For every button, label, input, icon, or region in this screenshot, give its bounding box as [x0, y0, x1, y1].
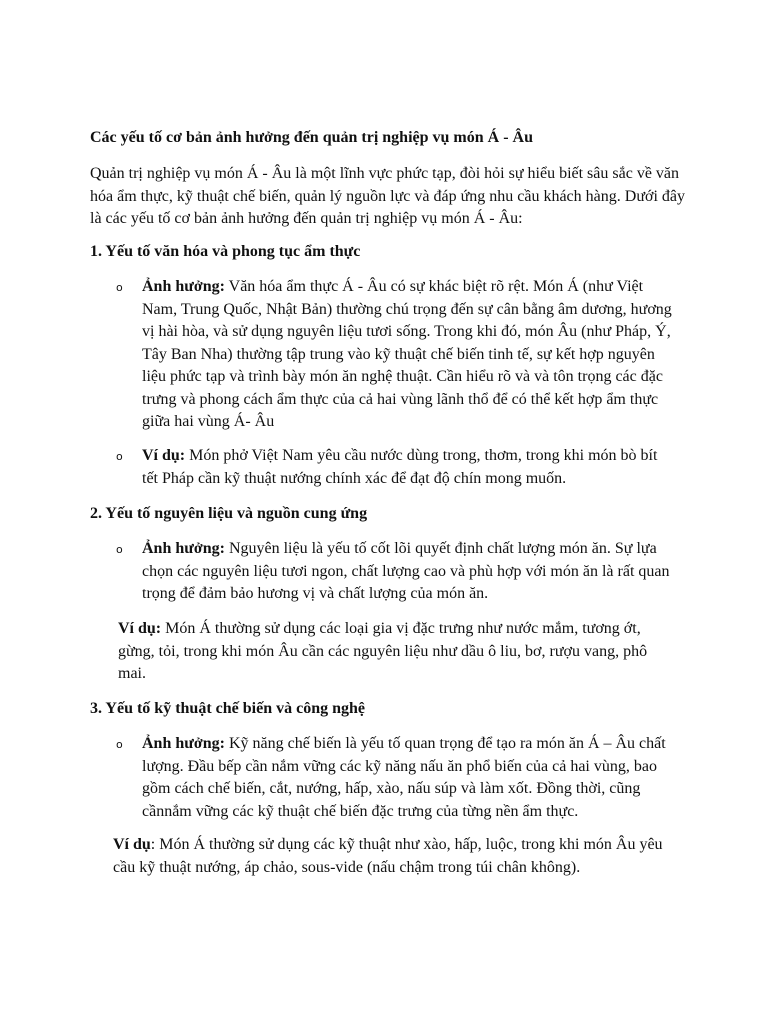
- section-3-example-paragraph: [113, 834, 678, 879]
- bullet-marker-icon: o: [116, 543, 123, 556]
- example-text: Món Á thường sử dụng các loại gia vị đặc trưng như nước mắm, tương ớt, gừng, tỏi, trong khi món Âu cần các nguyên liệu như dầu ô liu, bơ, rượu vang, phô mai.: [118, 620, 648, 682]
- impact-label: Ảnh hưởng:: [142, 540, 225, 557]
- example-text: Món phở Việt Nam yêu cầu nước dùng trong, thơm, trong khi món bò bít tết Pháp cần kỹ thuật nướng chính xác để đạt độ chín mong muốn.: [142, 447, 658, 487]
- impact-text: Kỹ năng chế biến là yếu tố quan trọng để tạo ra món ăn Á – Âu chất lượng. Đầu bếp cần nắm vững các kỹ năng nấu ăn phổ biến của cả hai vùng, bao gồm cách chế biến, cắt, nướng, hấp, xào, nấu súp và làm xốt. Đồng thời, cũng cầnnắm vững các kỹ thuật chế biến đặc trưng của từng nền ẩm thực.: [142, 735, 666, 820]
- document-title: Các yếu tố cơ bản ảnh hưởng đến quản trị nghiệp vụ món Á - Âu: [90, 129, 533, 146]
- bullet-marker-icon: o: [116, 281, 123, 294]
- section-3-heading: 3. Yếu tố kỹ thuật chế biến và công nghệ: [90, 700, 365, 717]
- section-3-impact-item: [116, 733, 676, 823]
- section-1-example-item: [116, 445, 676, 490]
- section-1-impact-item: [116, 276, 676, 434]
- bullet-marker-icon: o: [116, 450, 123, 463]
- impact-text: Nguyên liệu là yếu tố cốt lõi quyết định chất lượng món ăn. Sự lựa chọn các nguyên liệu tươi ngon, chất lượng cao và phù hợp với món ăn là rất quan trọng để đảm bảo hương vị và chất lượng của món ăn.: [142, 540, 670, 602]
- bullet-marker-icon: o: [116, 738, 123, 751]
- example-label: Ví dụ: [113, 836, 151, 853]
- section-1-heading: 1. Yếu tố văn hóa và phong tục ẩm thực: [90, 243, 361, 260]
- impact-label: Ảnh hưởng:: [142, 278, 225, 295]
- intro-paragraph: Quản trị nghiệp vụ món Á - Âu là một lĩnh vực phức tạp, đòi hỏi sự hiểu biết sâu sắc về văn hóa ẩm thực, kỹ thuật chế biến, quản lý nguồn lực và đáp ứng nhu cầu khách hàng. Dưới đây là các yếu tố cơ bản ảnh hưởng đến quản trị nghiệp vụ món Á - Âu:: [90, 165, 685, 227]
- example-label: Ví dụ:: [118, 620, 162, 637]
- section-2-heading: 2. Yếu tố nguyên liệu và nguồn cung ứng: [90, 505, 368, 522]
- impact-text: Văn hóa ẩm thực Á - Âu có sự khác biệt rõ rệt. Món Á (như Việt Nam, Trung Quốc, Nhật Bản) thường chú trọng đến sự cân bằng âm dương, hương vị hài hòa, và sử dụng nguyên liệu tươi sống. Trong khi đó, món Âu (như Pháp, Ý, Tây Ban Nha) thường tập trung vào kỹ thuật chế biến tinh tế, sự kết hợp nguyên liệu phức tạp và trình bày món ăn nghệ thuật. Cần hiểu rõ và và tôn trọng các đặc trưng và phong cách ẩm thực của cả hai vùng lãnh thổ để có thể kết hợp ẩm thực giữa hai vùng Á- Âu: [142, 278, 672, 430]
- example-text: : Món Á thường sử dụng các kỹ thuật như xào, hấp, luộc, trong khi món Âu yêu cầu kỹ thuật nướng, áp chảo, sous-vide (nấu chậm trong túi chân không).: [113, 836, 663, 876]
- example-label: Ví dụ:: [142, 447, 186, 464]
- impact-label: Ảnh hưởng:: [142, 735, 225, 752]
- section-2-example-paragraph: [118, 618, 678, 686]
- section-2-impact-item: [116, 538, 676, 606]
